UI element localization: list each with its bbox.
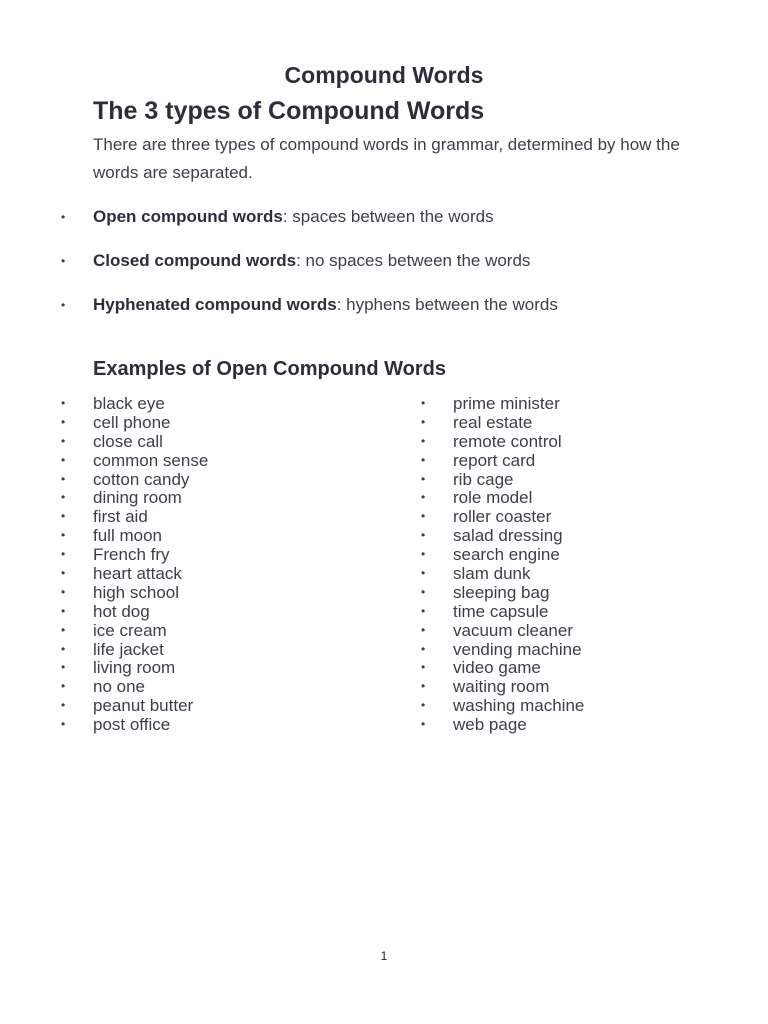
example-word: remote control <box>453 431 562 451</box>
bullet-icon: • <box>61 566 66 581</box>
example-word: post office <box>93 715 171 735</box>
page-number: 1 <box>380 949 388 963</box>
example-word: dining room <box>93 488 182 508</box>
example-word: heart attack <box>93 564 182 584</box>
type-term: Open compound words <box>93 207 283 226</box>
bullet-icon: • <box>421 584 426 599</box>
bullet-icon: • <box>421 396 426 410</box>
example-word: close call <box>93 431 163 451</box>
bullet-icon: • <box>61 717 66 732</box>
example-word: rib cage <box>453 469 514 489</box>
section-heading: The 3 types of Compound Words <box>93 97 485 125</box>
intro-paragraph: There are three types of compound words in grammar, determined by how the words are separated. <box>93 135 680 182</box>
bullet-icon: • <box>421 566 426 581</box>
example-word: peanut butter <box>93 696 194 716</box>
bullet-icon: • <box>421 622 426 637</box>
example-word: black eye <box>93 394 165 413</box>
type-description: : no spaces between the words <box>296 251 531 270</box>
example-word: common sense <box>93 450 209 470</box>
bullet-icon: • <box>421 490 426 505</box>
example-word: video game <box>453 658 541 678</box>
bullet-icon: • <box>61 547 66 562</box>
document-title: Compound Words <box>284 62 484 88</box>
bullet-icon: • <box>61 396 66 410</box>
bullet-icon: • <box>61 660 66 675</box>
example-word: prime minister <box>453 394 560 413</box>
example-word: slam dunk <box>453 564 531 584</box>
example-word: waiting room <box>453 677 550 697</box>
type-term: Closed compound words <box>93 251 297 270</box>
bullet-icon: • <box>421 698 426 713</box>
example-word: report card <box>453 450 536 470</box>
bullet-icon: • <box>421 433 426 448</box>
example-word: French fry <box>93 545 170 565</box>
bullet-icon: • <box>421 660 426 675</box>
example-word: roller coaster <box>453 507 552 527</box>
bullet-icon: • <box>61 210 66 224</box>
bullet-icon: • <box>61 584 66 599</box>
example-word: search engine <box>453 545 560 565</box>
example-word: vending machine <box>453 639 582 659</box>
bullet-icon: • <box>61 433 66 448</box>
bullet-icon: • <box>421 509 426 524</box>
bullet-icon: • <box>421 528 426 543</box>
example-word: high school <box>93 582 180 602</box>
bullet-icon: • <box>61 679 66 694</box>
example-word: no one <box>93 677 145 697</box>
example-word: full moon <box>93 526 162 546</box>
example-word: hot dog <box>93 601 150 621</box>
example-word: sleeping bag <box>453 582 550 602</box>
bullet-icon: • <box>61 641 66 656</box>
bullet-icon: • <box>61 414 66 429</box>
bullet-icon: • <box>61 528 66 543</box>
type-term: Hyphenated compound words <box>93 295 337 314</box>
bullet-icon: • <box>61 254 66 268</box>
examples-heading: Examples of Open Compound Words <box>93 358 446 380</box>
example-word: cell phone <box>93 412 171 432</box>
bullet-icon: • <box>421 717 426 732</box>
example-word: cotton candy <box>93 469 190 489</box>
example-word: web page <box>453 715 527 735</box>
bullet-icon: • <box>61 698 66 713</box>
type-description: : hyphens between the words <box>336 295 558 314</box>
bullet-icon: • <box>61 298 66 312</box>
bullet-icon: • <box>61 509 66 524</box>
example-word: living room <box>93 658 176 678</box>
example-word: life jacket <box>93 639 164 659</box>
example-word: first aid <box>93 507 148 527</box>
bullet-icon: • <box>421 414 426 429</box>
example-word: time capsule <box>453 601 549 621</box>
example-word: role model <box>453 488 533 508</box>
example-word: washing machine <box>453 696 585 716</box>
type-description: : spaces between the words <box>282 207 494 226</box>
example-word: real estate <box>453 412 533 432</box>
bullet-icon: • <box>61 622 66 637</box>
bullet-icon: • <box>421 547 426 562</box>
example-word: vacuum cleaner <box>453 620 574 640</box>
bullet-icon: • <box>61 471 66 486</box>
bullet-icon: • <box>421 679 426 694</box>
bullet-icon: • <box>61 490 66 505</box>
example-word: salad dressing <box>453 526 563 546</box>
bullet-icon: • <box>421 641 426 656</box>
bullet-icon: • <box>421 471 426 486</box>
bullet-icon: • <box>421 603 426 618</box>
bullet-icon: • <box>421 452 426 467</box>
example-word: ice cream <box>93 620 167 640</box>
bullet-icon: • <box>61 603 66 618</box>
bullet-icon: • <box>61 452 66 467</box>
